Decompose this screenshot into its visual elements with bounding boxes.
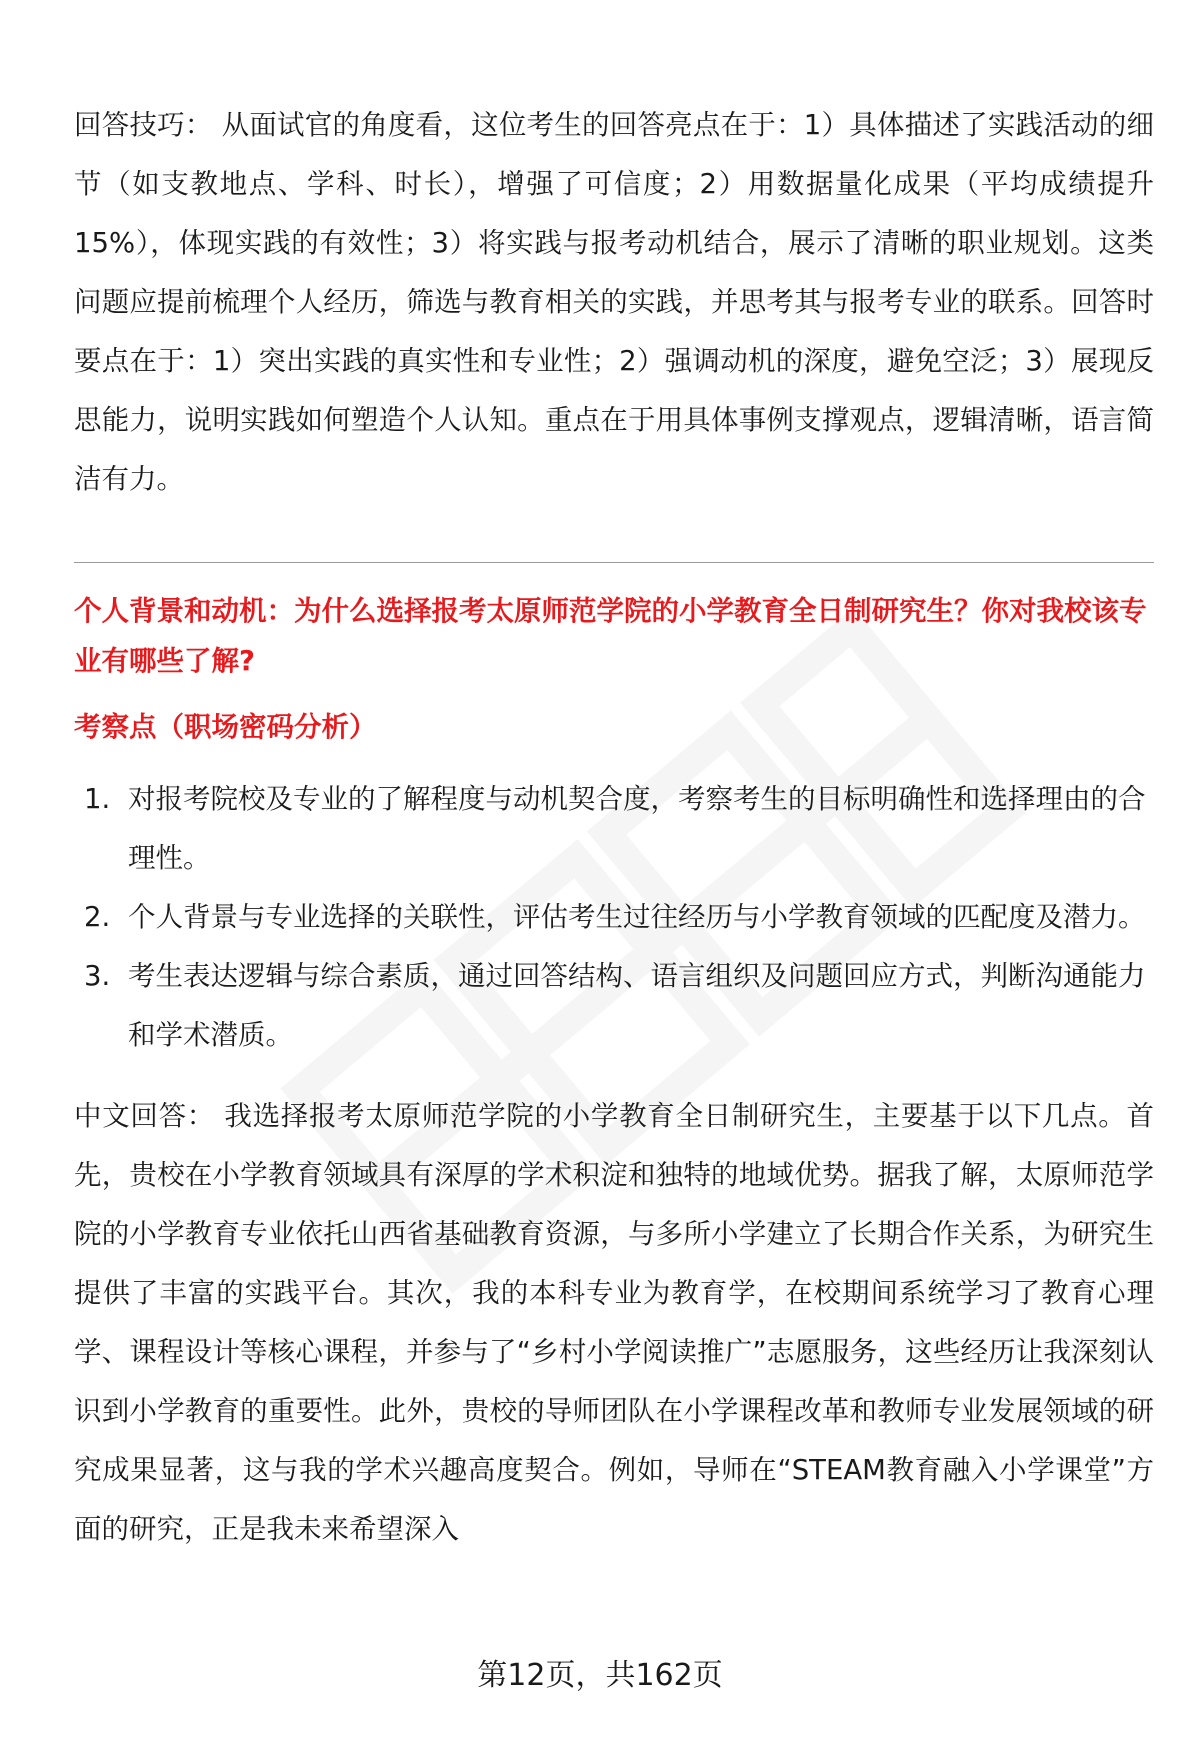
list-item-number: 1.: [84, 783, 111, 815]
list-item: [74, 947, 1154, 1065]
question-section: [74, 586, 1154, 1587]
intro-text: 从面试官的角度看，这位考生的回答亮点在于：1）具体描述了实践活动的细节（如支教地点、学科、时长），增强了可信度；2）用数据量化成果（平均成绩提升15%），体现实践的有效性；3）将实践与报考动机结合，展示了清晰的职业规划。这类问题应提前梳理个人经历，筛选与教育相关的实践，并思考其与报考专业的联系。回答时要点在于：1）突出实践的真实性和专业性；2）强调动机的深度，避免空泛；3）展现反思能力，说明实践如何塑造个人认知。重点在于用具体事例支撑观点，逻辑清晰，语言简洁有力。: [74, 109, 1154, 495]
question-title: 个人背景和动机：为什么选择报考太原师范学院的小学教育全日制研究生？你对我校该专业有哪些了解?: [74, 595, 1147, 677]
analysis-heading: 考察点（职场密码分析）: [74, 711, 377, 743]
answer-paragraph: [74, 1087, 1154, 1559]
list-item-text: 考生表达逻辑与综合素质，通过回答结构、语言组织及问题回应方式，判断沟通能力和学术潜质。: [128, 960, 1146, 1051]
list-item-text: 个人背景与专业选择的关联性，评估考生过往经历与小学教育领域的匹配度及潜力。: [128, 901, 1146, 933]
list-item-number: 2.: [84, 901, 111, 933]
intro-block: [74, 96, 1154, 509]
section-divider: [74, 562, 1154, 563]
list-item: [74, 770, 1154, 888]
answer-label: 中文回答：: [74, 1100, 215, 1132]
answer-text: 我选择报考太原师范学院的小学教育全日制研究生，主要基于以下几点。首先，贵校在小学教育领域具有深厚的学术积淀和独特的地域优势。据我了解，太原师范学院的小学教育专业依托山西省基础教育资源，与多所小学建立了长期合作关系，为研究生提供了丰富的实践平台。其次，我的本科专业为教育学，在校期间系统学习了教育心理学、课程设计等核心课程，并参与了“乡村小学阅读推广”志愿服务，这些经历让我深刻认识到小学教育的重要性。此外，贵校的导师团队在小学课程改革和教师专业发展领域的研究成果显著，这与我的学术兴趣高度契合。例如，导师在“STEAM教育融入小学课堂”方面的研究，正是我未来希望深入: [74, 1100, 1155, 1545]
intro-paragraph: [74, 96, 1154, 509]
analysis-list: [74, 770, 1154, 1065]
list-item-number: 3.: [84, 960, 111, 992]
list-item: [74, 888, 1154, 947]
page-number: 第12页，共162页: [477, 1658, 723, 1693]
intro-label: 回答技巧：: [74, 109, 213, 141]
list-item-text: 对报考院校及专业的了解程度与动机契合度，考察考生的目标明确性和选择理由的合理性。: [128, 783, 1146, 874]
